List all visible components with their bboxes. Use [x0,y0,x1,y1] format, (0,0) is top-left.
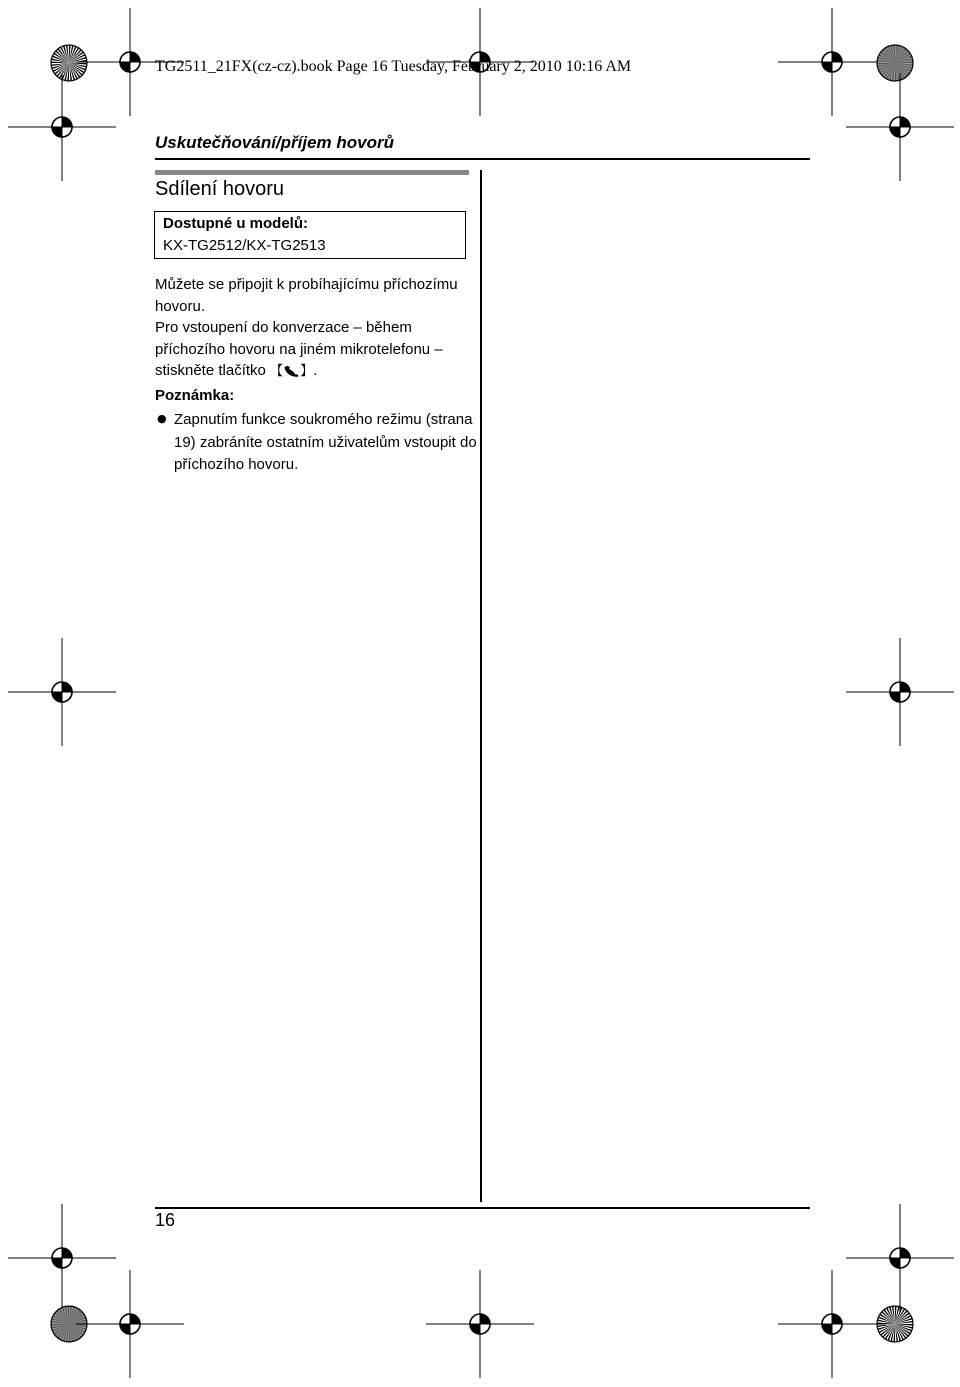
key-bracket-close: 】 [300,364,314,379]
registration-crosshair [8,73,116,181]
registration-starburst [877,1306,913,1342]
intro-paragraph: Můžete se připojit k probíhajícímu příchozímu hovoru. [155,276,458,315]
section-title: Uskutečňování/příjem hovorů [155,133,394,152]
registration-crosshair [76,1270,184,1378]
topic-heading-bar [155,170,469,175]
note-item: Zapnutím funkce soukromého režimu (strana 19) zabráníte ostatním uživatelům vstoupit do příchozího hovoru. [174,411,477,473]
book-header-info: TG2511_21FX(cz-cz).book Page 16 Tuesday, February 2, 2010 10:16 AM [155,58,632,75]
registration-crosshair [8,1204,116,1312]
topic-title: Sdílení hovoru [155,178,284,200]
registration-crosshair [846,1204,954,1312]
key-bracket-open: 【 [270,364,284,379]
model-list: KX-TG2512/KX-TG2513 [163,237,326,254]
phone-talk-icon [283,362,300,384]
note-heading: Poznámka: [155,387,235,404]
sentence-end: . [313,362,318,379]
column-divider [480,170,482,1202]
instruction-paragraph [155,317,475,384]
footer-divider [155,1207,810,1209]
bullet-icon: ● [157,412,167,425]
registration-crosshair [426,1270,534,1378]
page-number: 16 [155,1210,176,1230]
instruction-text: Pro vstoupení do konverzace – během příchozího hovoru na jiném mikrotelefonu – stiskněte tlačítko [155,319,443,379]
registration-crosshair [778,1270,886,1378]
registration-crosshair [778,8,886,116]
section-divider [155,158,810,160]
registration-starburst [877,45,913,81]
registration-crosshair [846,638,954,746]
registration-crosshair [846,73,954,181]
registration-crosshair [8,638,116,746]
registration-starburst [51,45,87,81]
model-availability-label: Dostupné u modelů: [163,215,308,232]
